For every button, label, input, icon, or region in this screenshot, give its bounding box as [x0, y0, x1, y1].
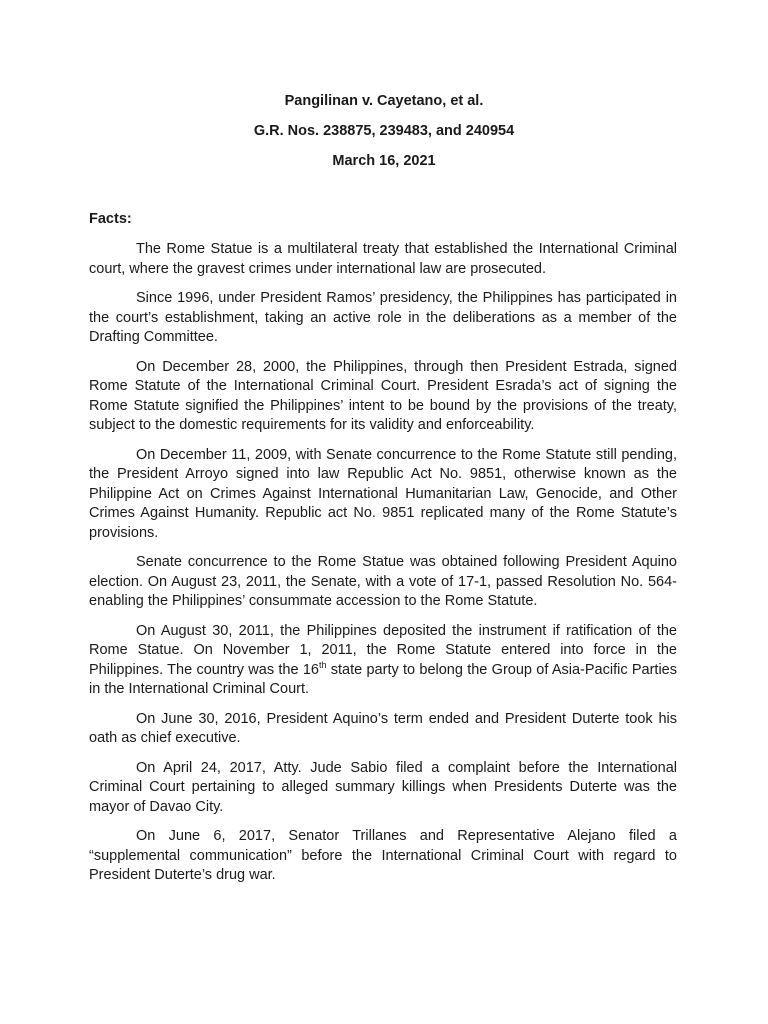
paragraph-text: On August 30, 2011, the Philippines deposited the instrument if ratification of the Rome Statue. On November 1, 2011, the Rome Statute entered into force in the Philippines. The country was the 16	[89, 622, 677, 678]
case-title: Pangilinan v. Cayetano, et al.	[284, 93, 484, 109]
facts-paragraph: Since 1996, under President Ramos’ presidency, the Philippines has participated in the court’s establishment, taking an active role in the deliberations as a member of the Drafting Committee.	[89, 290, 677, 345]
facts-paragraph: On April 24, 2017, Atty. Jude Sabio filed a complaint before the International Criminal Court pertaining to alleged summary killings when Presidents Duterte was the mayor of Davao City.	[89, 759, 677, 815]
case-number: G.R. Nos. 238875, 239483, and 240954	[253, 123, 515, 139]
facts-body	[89, 240, 677, 896]
facts-heading: Facts:	[89, 211, 132, 227]
facts-paragraph: On December 28, 2000, the Philippines, through then President Estrada, signed Rome Statute of the International Criminal Court. President Esrada’s act of signing the Rome Statute signified the Philippines’ intent to be bound by the provisions of the treaty, subject to the domestic requirements for its validity and enforceability.	[89, 358, 677, 433]
decision-date: March 16, 2021	[332, 153, 436, 169]
facts-paragraph: On June 6, 2017, Senator Trillanes and Representative Alejano filed a “supplemental communication” before the International Criminal Court with regard to President Duterte’s drug war.	[89, 828, 677, 883]
facts-paragraph: The Rome Statue is a multilateral treaty that established the International Criminal court, where the gravest crimes under international law are prosecuted.	[89, 241, 677, 277]
ordinal-suffix: th	[318, 659, 327, 670]
facts-paragraph: On December 11, 2009, with Senate concurrence to the Rome Statute still pending, the President Arroyo signed into law Republic Act No. 9851, otherwise known as the Philippine Act on Crimes Against International Humanitarian Law, Genocide, and Other Crimes Against Humanity. Republic act No. 9851 replicated many of the Rome Statute’s provisions.	[89, 446, 677, 541]
facts-paragraph: On June 30, 2016, President Aquino’s term ended and President Duterte took his oath as chief executive.	[89, 710, 677, 746]
paragraph-text: state party to belong the Group of Asia-Pacific Parties in the International Criminal Court.	[89, 661, 677, 697]
facts-paragraph: Senate concurrence to the Rome Statue was obtained following President Aquino election. On August 23, 2011, the Senate, with a vote of 17-1, passed Resolution No. 564-enabling the Philippines’ consummate accession to the Rome Statute.	[89, 554, 677, 609]
facts-paragraph	[89, 622, 677, 700]
